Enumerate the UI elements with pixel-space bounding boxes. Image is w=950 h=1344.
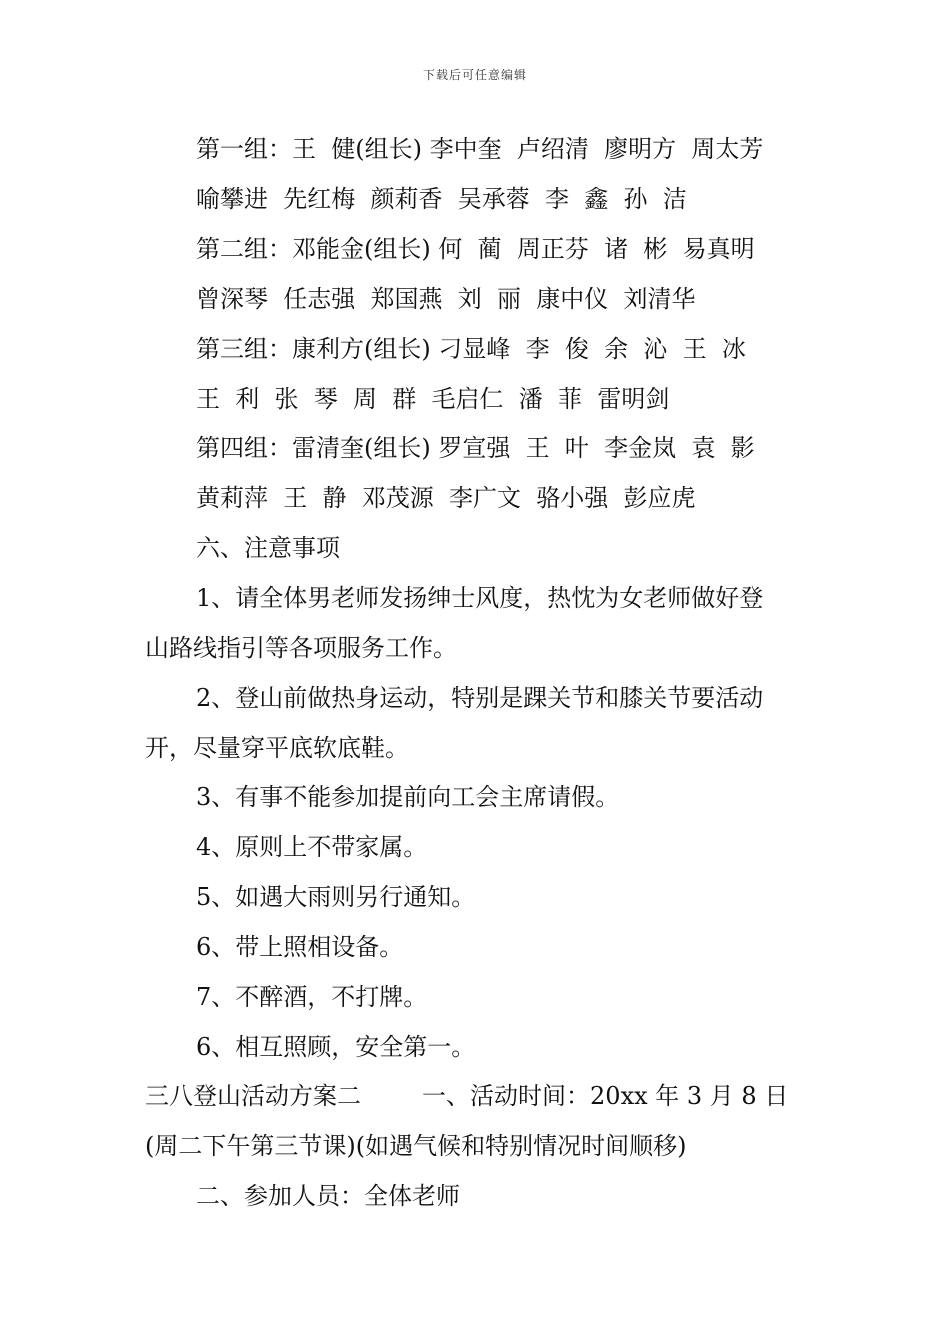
group-four-line-1: 第四组：雷清奎(组长) 罗宣强 王 叶 李金岚 袁 影 [196, 434, 755, 462]
page-header: 下载后可任意编辑 [422, 68, 527, 82]
group-three-line-2: 王 利 张 琴 周 群 毛启仁 潘 菲 雷明剑 [196, 385, 670, 413]
group-two-line-1: 第二组：邓能金(组长) 何 蔺 周正芬 诸 彬 易真明 [196, 235, 755, 263]
note-2-line-1: 2、登山前做热身运动，特别是踝关节和膝关节要活动 [196, 684, 764, 712]
note-5: 5、如遇大雨则另行通知。 [196, 883, 476, 911]
group-one-line-1: 第一组：王 健(组长) 李中奎 卢绍清 廖明方 周太芳 [196, 135, 764, 163]
note-3: 3、有事不能参加提前向工会主席请假。 [196, 783, 620, 811]
note-4: 4、原则上不带家属。 [196, 833, 428, 861]
note-1-line-2: 山路线指引等各项服务工作。 [145, 634, 457, 662]
group-three-line-1: 第三组：康利方(组长) 刁显峰 李 俊 余 沁 王 冰 [196, 335, 746, 363]
plan-two-participants: 二、参加人员：全体老师 [196, 1182, 460, 1210]
group-two-line-2: 曾深琴 任志强 郑国燕 刘 丽 康中仪 刘清华 [196, 285, 696, 313]
note-2-line-2: 开，尽量穿平底软底鞋。 [145, 734, 409, 762]
group-one-line-2: 喻攀进 先红梅 颜莉香 吴承蓉 李 鑫 孙 洁 [196, 185, 687, 213]
section-heading-notes: 六、注意事项 [196, 534, 340, 562]
plan-two-title-line: 三八登山活动方案二 一、活动时间：20xx 年 3 月 8 日 [145, 1082, 789, 1110]
note-6: 6、带上照相设备。 [196, 933, 404, 961]
note-7: 7、不醉酒，不打牌。 [196, 983, 428, 1011]
note-8: 6、相互照顾，安全第一。 [196, 1033, 476, 1061]
group-four-line-2: 黄莉萍 王 静 邓茂源 李广文 骆小强 彭应虎 [196, 484, 696, 512]
note-1-line-1: 1、请全体男老师发扬绅士风度，热忱为女老师做好登 [196, 584, 764, 612]
plan-two-time-line: (周二下午第三节课)(如遇气候和特别情况时间顺移) [145, 1132, 687, 1160]
